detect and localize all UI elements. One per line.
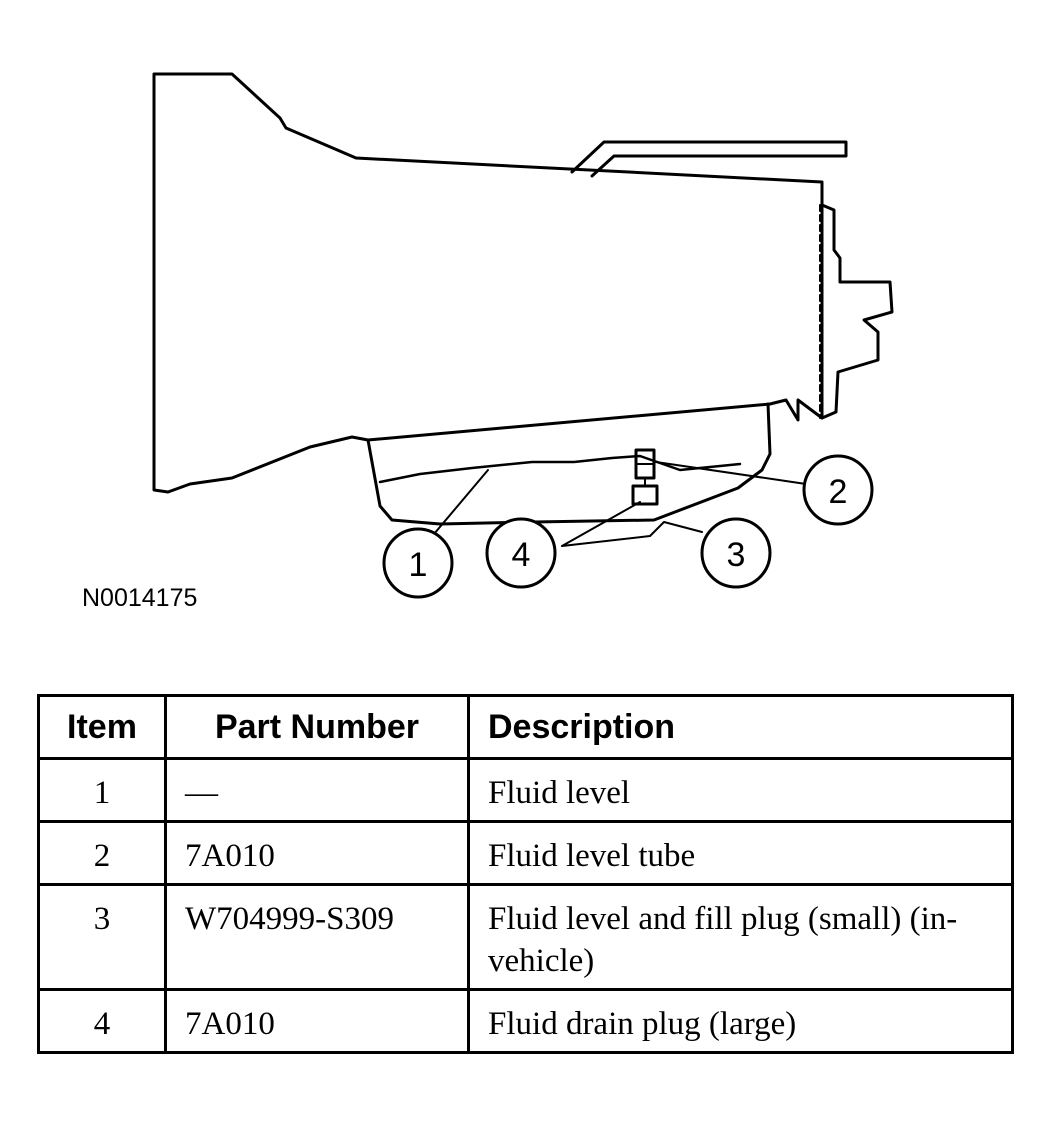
cell-item: 1 bbox=[39, 759, 166, 822]
table-header-row bbox=[39, 696, 1013, 759]
cell-item: 4 bbox=[39, 990, 166, 1053]
callout-1 bbox=[384, 529, 452, 597]
extension-housing bbox=[822, 205, 892, 418]
callout-3 bbox=[702, 519, 770, 587]
table-row bbox=[39, 885, 1013, 990]
table-row bbox=[39, 990, 1013, 1053]
cell-part-number: — bbox=[166, 759, 469, 822]
pan-seam bbox=[368, 404, 770, 440]
cell-item: 3 bbox=[39, 885, 166, 990]
cell-part-number: 7A010 bbox=[166, 990, 469, 1053]
header-item: Item bbox=[39, 696, 166, 759]
svg-text:2: 2 bbox=[828, 473, 848, 511]
parts-table bbox=[37, 694, 1014, 1054]
cell-description: Fluid drain plug (large) bbox=[469, 990, 1013, 1053]
drain-plug bbox=[633, 486, 657, 504]
svg-text:1: 1 bbox=[408, 546, 428, 584]
table-row bbox=[39, 822, 1013, 885]
callout-2 bbox=[804, 456, 872, 524]
svg-text:4: 4 bbox=[511, 536, 531, 574]
svg-text:3: 3 bbox=[726, 536, 746, 574]
cell-item: 2 bbox=[39, 822, 166, 885]
callout-4 bbox=[487, 519, 555, 587]
header-description: Description bbox=[469, 696, 1013, 759]
cell-description: Fluid level and fill plug (small) (in-vehicle) bbox=[469, 885, 1013, 990]
cell-part-number: W704999-S309 bbox=[166, 885, 469, 990]
cell-description: Fluid level tube bbox=[469, 822, 1013, 885]
cell-description: Fluid level bbox=[469, 759, 1013, 822]
cell-part-number: 7A010 bbox=[166, 822, 469, 885]
table-row bbox=[39, 759, 1013, 822]
figure-id: N0014175 bbox=[82, 584, 198, 612]
header-part-number: Part Number bbox=[166, 696, 469, 759]
fluid-level-line bbox=[380, 456, 740, 482]
